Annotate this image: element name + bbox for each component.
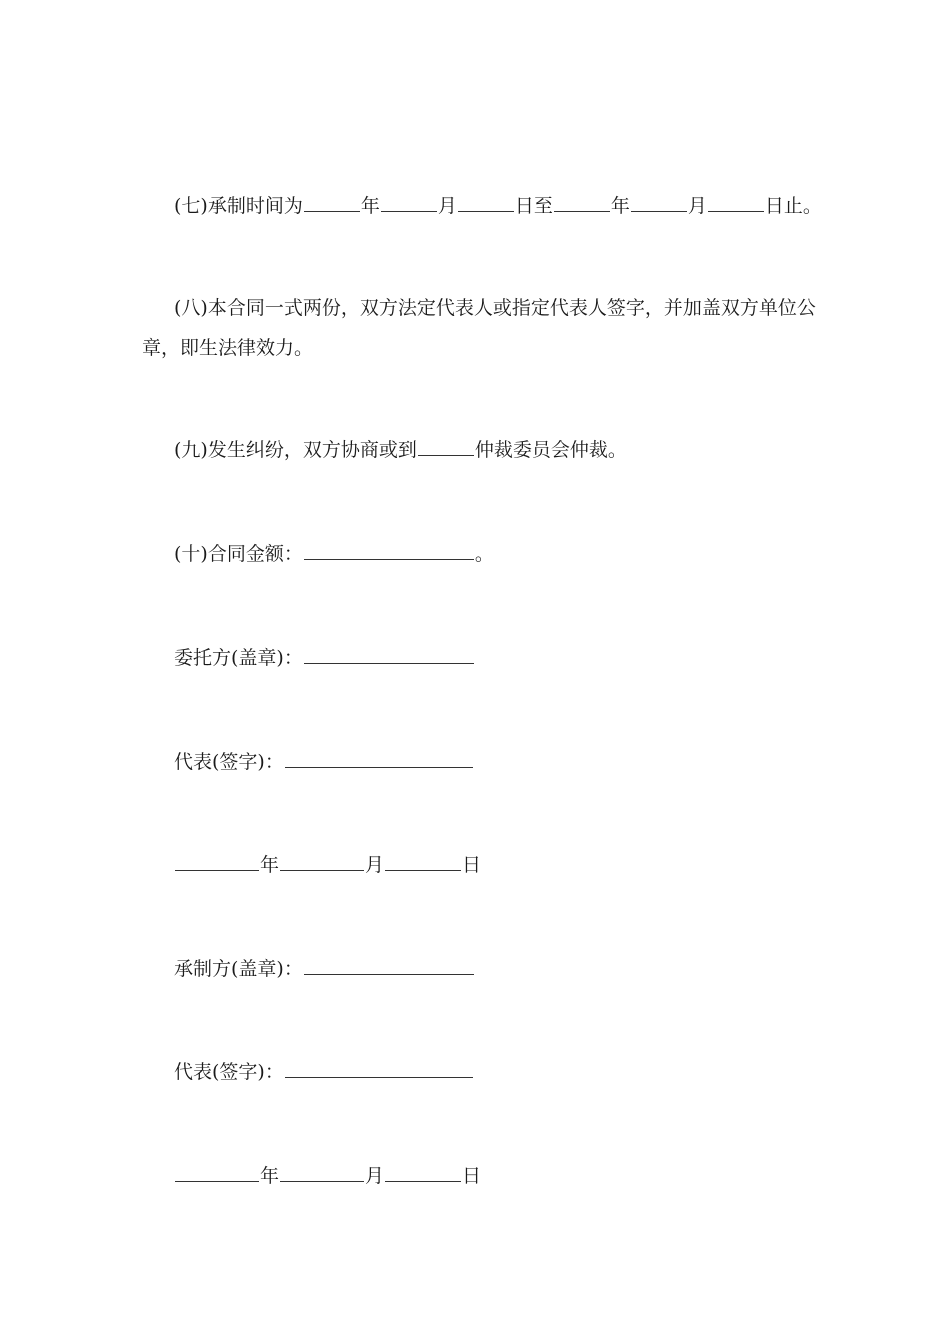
contract-amount-blank[interactable] <box>304 541 474 560</box>
client-seal-label: 委托方(盖章)： <box>174 647 303 669</box>
clause-8: (八)本合同一式两份，双方法定代表人或指定代表人签字，并加盖双方单位公章，即生法律效力。 <box>142 297 816 359</box>
contractor-rep-blank[interactable] <box>285 1059 473 1078</box>
client-seal-line <box>174 644 475 672</box>
clause-9-suffix: 仲裁委员会仲裁。 <box>474 439 627 461</box>
month-label: 月 <box>365 854 385 876</box>
clause-7 <box>174 192 822 220</box>
client-rep-blank[interactable] <box>285 749 473 768</box>
day-label: 日 <box>462 854 482 876</box>
year-blank[interactable] <box>175 1163 259 1182</box>
clause-10 <box>174 540 494 568</box>
month-label: 月 <box>437 195 457 217</box>
blank-field[interactable] <box>708 193 764 212</box>
client-rep-line <box>174 748 474 776</box>
client-date-line <box>174 851 481 879</box>
clause-7-prefix: (七)承制时间为 <box>174 195 303 217</box>
contractor-rep-label: 代表(签字)： <box>174 1061 284 1083</box>
day-to-label: 日至 <box>514 195 553 217</box>
client-seal-blank[interactable] <box>304 645 474 664</box>
day-blank[interactable] <box>385 852 461 871</box>
contractor-seal-blank[interactable] <box>304 956 474 975</box>
contractor-seal-label: 承制方(盖章)： <box>174 958 303 980</box>
blank-field[interactable] <box>631 193 687 212</box>
year-label: 年 <box>360 195 380 217</box>
year-label: 年 <box>260 854 280 876</box>
blank-field[interactable] <box>554 193 610 212</box>
arbitration-blank[interactable] <box>418 437 474 456</box>
day-end-label: 日止。 <box>764 195 822 217</box>
clause-9-prefix: (九)发生纠纷，双方协商或到 <box>174 439 417 461</box>
year-label: 年 <box>260 1165 280 1187</box>
contractor-rep-line <box>174 1058 474 1086</box>
contractor-seal-line <box>174 955 475 983</box>
client-rep-label: 代表(签字)： <box>174 751 284 773</box>
blank-field[interactable] <box>381 193 437 212</box>
year-label: 年 <box>610 195 630 217</box>
contractor-date-line <box>174 1162 481 1190</box>
day-blank[interactable] <box>385 1163 461 1182</box>
blank-field[interactable] <box>304 193 360 212</box>
day-label: 日 <box>462 1165 482 1187</box>
month-blank[interactable] <box>280 852 364 871</box>
blank-field[interactable] <box>458 193 514 212</box>
clause-9 <box>174 436 627 464</box>
month-blank[interactable] <box>280 1163 364 1182</box>
month-label: 月 <box>687 195 707 217</box>
month-label: 月 <box>365 1165 385 1187</box>
clause-10-prefix: (十)合同金额： <box>174 543 303 565</box>
year-blank[interactable] <box>175 852 259 871</box>
clause-10-suffix: 。 <box>474 543 494 565</box>
